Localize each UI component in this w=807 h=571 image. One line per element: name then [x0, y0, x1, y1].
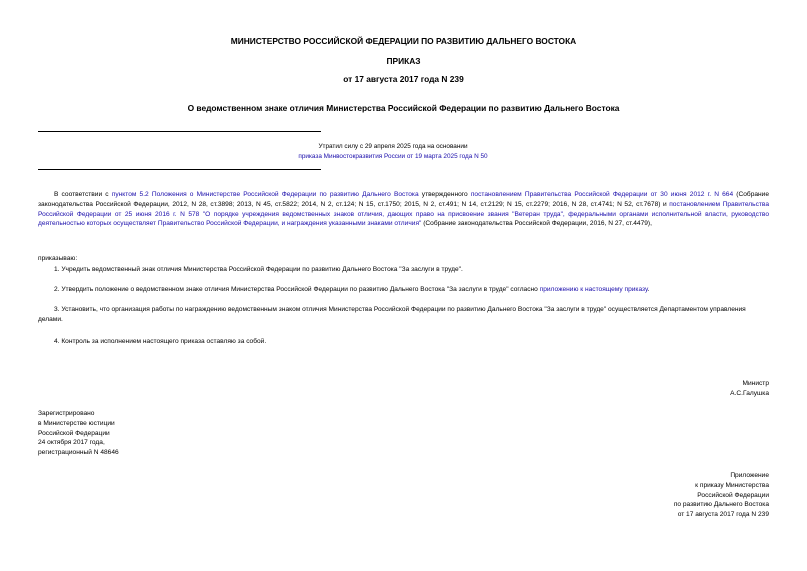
basis-order-link[interactable]: приказа Минвостокразвития России от 19 марта 2025 года N 50	[298, 152, 488, 160]
document-page	[38, 0, 769, 571]
preamble-paragraph: В соответствии с пунктом 5.2 Положения о Министерстве Российской Федерации по развитию Дальнего Востока утвержденного постановлением Правительства Российской Федерации от 30 июня 2012 г. N 664 (Собрание законодательства Российской Федерации, 2012, N 28, ст.3898; 2013, N 45, ст.5822; 2014, N 2, ст.124; N 15, ст.1750; 2015, N 2, ст.491; N 14, ст.2129; N 15, ст.2279; 2016, N 28, ст.4741; N 52, ст.7678) и постановлением Правительства Российской Федерации от 25 июня 2016 г. N 578 "О порядке учреждения ведомственных знаков отличия, дающих право на присвоение звания "Ветеран труда", федеральными органами исполнительной власти, руководство деятельностью которых осуществляет Правительство Российской Федерации, и награждения указанными знаками отличия" (Собрание законодательства Российской Федерации, 2016, N 27, ст.4479),	[38, 191, 770, 228]
appendix-line: Российской Федерации	[697, 491, 769, 499]
signature-block	[730, 379, 769, 399]
document-date-number: от 17 августа 2017 года N 239	[343, 74, 464, 84]
preamble-text-3: (Собрание законодательства Российской Федерации, 2012, N 28, ст.3898; 2013, N 45, ст.5822; 2014, N 2, ст.124; N 15, ст.1750; 2015, N 2, ст.491; N 14, ст.2129; N 15, ст.2279; 2016, N 28, ст.4741; N 52, ст.7678) и	[38, 191, 770, 208]
order-item-1	[38, 265, 769, 275]
document-type-heading: ПРИКАЗ	[386, 56, 421, 66]
order-verb: приказываю:	[38, 255, 78, 262]
appendix-link[interactable]: приложению к настоящему приказу	[539, 286, 648, 293]
preamble-text-1: В соответствии с	[54, 191, 112, 198]
decree-664-link[interactable]: постановлением Правительства Российской Федерации от 30 июня 2012 г. N 664	[470, 191, 734, 198]
appendix-line: по развитию Дальнего Востока	[673, 501, 769, 509]
registration-line: 24 октября 2017 года,	[38, 439, 105, 447]
item-text: 4. Контроль за исполнением настоящего приказа оставляю за собой.	[54, 338, 267, 345]
registration-line: в Министерстве юстиции	[38, 419, 115, 427]
registration-line: Зарегистрировано	[38, 410, 95, 417]
registration-line: регистрационный N 48646	[38, 449, 119, 457]
order-item-4	[38, 337, 769, 347]
status-note	[38, 142, 748, 162]
divider-top	[38, 131, 321, 132]
appendix-line: к приказу Министерства	[695, 481, 769, 489]
order-item-2	[38, 285, 769, 295]
item-text: 1. Учредить ведомственный знак отличия Министерства Российской Федерации по развитию Дальнего Востока "За заслуги в труде".	[54, 266, 463, 273]
signatory-name: А.С.Галушка	[730, 389, 769, 397]
ministry-heading: МИНИСТЕРСТВО РОССИЙСКОЙ ФЕДЕРАЦИИ ПО РАЗВИТИЮ ДАЛЬНЕГО ВОСТОКА	[230, 36, 577, 46]
appendix-line: Приложение	[730, 472, 769, 479]
appendix-heading-block	[674, 471, 769, 520]
preamble-text-4: (Собрание законодательства Российской Федерации, 2016, N 27, ст.4479),	[421, 220, 652, 228]
registration-block	[38, 409, 119, 458]
registration-line: Российской Федерации	[38, 429, 110, 437]
item-text: 2. Утвердить положение о ведомственном знаке отличия Министерства Российской Федерации по развитию Дальнего Востока "За заслуги в труде" согласно	[54, 286, 540, 293]
order-item-3	[38, 305, 769, 325]
appendix-line: от 17 августа 2017 года N 239	[677, 511, 769, 519]
item-text: 3. Установить, что организация работы по награждению ведомственным знаком отличия Министерства Российской Федерации по развитию Дальнего Востока "За заслуги в труде" осуществляется Департаментом управления делами.	[38, 306, 746, 323]
regulation-link[interactable]: пунктом 5.2 Положения о Министерстве Российской Федерации по развитию Дальнего Востока	[111, 191, 419, 198]
divider-bottom	[38, 169, 321, 170]
signatory-position: Министр	[742, 380, 769, 387]
lost-force-text: Утратил силу с 29 апреля 2025 года на основании	[318, 143, 468, 150]
document-title: О ведомственном знаке отличия Министерства Российской Федерации по развитию Дальнего Востока	[187, 103, 620, 113]
decree-578-link[interactable]: постановлением Правительства Российской Федерации от 25 июня 2016 г. N 578 "О порядке учреждения ведомственных знаков отличия, дающих право на присвоение звания "Ветеран труда", федеральными органами исполнительной власти, руководство деятельностью которых осуществляет Правительство Российской Федерации, и награждения указанными знаками отличия"	[38, 200, 769, 228]
item-text-end: .	[647, 286, 650, 293]
